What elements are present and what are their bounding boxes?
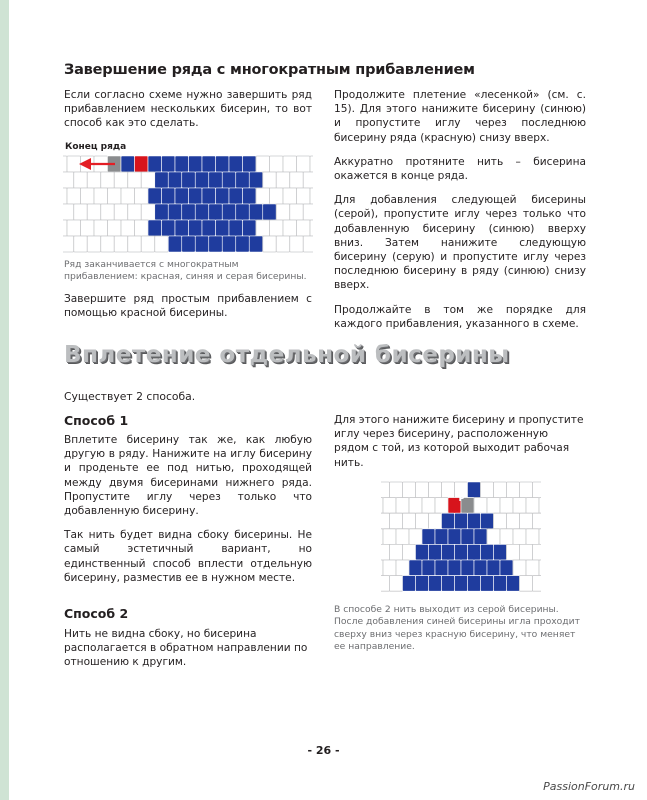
bead — [87, 236, 101, 252]
bead — [216, 220, 230, 236]
bead — [141, 172, 155, 188]
bead — [216, 188, 230, 204]
bead — [310, 156, 313, 172]
bead — [290, 172, 304, 188]
bead — [416, 576, 429, 592]
bead — [416, 513, 429, 529]
bead — [121, 220, 135, 236]
bead — [455, 576, 468, 592]
bead — [195, 172, 209, 188]
bead — [513, 560, 526, 576]
bead — [461, 529, 474, 545]
bead — [500, 498, 513, 514]
bead — [481, 576, 494, 592]
figure-caption-row-ending: Ряд заканчивается с многократным прибавлением: красная, синяя и серая бисерины. — [64, 259, 307, 283]
bead — [390, 482, 403, 498]
bead — [229, 220, 243, 236]
bead — [283, 220, 297, 236]
bead — [276, 236, 290, 252]
bead — [422, 529, 435, 545]
bead — [74, 204, 88, 220]
bead — [256, 156, 270, 172]
bead — [155, 172, 169, 188]
bead — [487, 560, 500, 576]
bead — [108, 220, 122, 236]
bead — [442, 482, 455, 498]
bead — [283, 156, 297, 172]
bead — [168, 172, 182, 188]
bead — [429, 513, 442, 529]
method-2-heading: Способ 2 — [64, 606, 129, 621]
bead — [481, 513, 494, 529]
bead — [94, 220, 108, 236]
bead — [195, 204, 209, 220]
bead — [87, 172, 101, 188]
bead — [162, 220, 176, 236]
bead — [468, 513, 481, 529]
bead — [229, 156, 243, 172]
bead — [263, 204, 277, 220]
bead — [442, 513, 455, 529]
bead — [403, 544, 416, 560]
right-paragraph-2: Аккуратно протяните нить – бисерина окажется в конце ряда. — [334, 155, 586, 183]
bead — [63, 156, 67, 172]
bead — [468, 544, 481, 560]
bead — [494, 513, 507, 529]
bead — [101, 204, 115, 220]
bead — [135, 220, 149, 236]
bead — [487, 498, 500, 514]
bead — [409, 529, 422, 545]
bead — [229, 188, 243, 204]
bead — [148, 188, 162, 204]
bead — [141, 236, 155, 252]
bead — [202, 220, 216, 236]
bead — [67, 156, 81, 172]
left-column-top — [64, 88, 312, 141]
bead — [243, 188, 257, 204]
right-paragraph-1: Продолжите плетение «лесенкой» (см. с. 15). Для этого нанижите бисерину (синюю) и пропустите иглу через последнюю бисерину ряда (красную) снизу вверх. — [334, 89, 586, 144]
bead — [474, 498, 487, 514]
bead — [243, 156, 257, 172]
method-2-right-paragraph: Для этого нанижите бисерину и пропустите иглу через бисерину, расположенную рядом с той, из которой выходит рабочая нить. — [334, 414, 584, 469]
bead — [162, 156, 176, 172]
bead — [297, 188, 311, 204]
bead — [429, 482, 442, 498]
bead — [381, 544, 390, 560]
bead — [182, 236, 196, 252]
bead — [202, 188, 216, 204]
right-column-method — [334, 413, 586, 480]
bead — [270, 156, 284, 172]
bead — [121, 156, 135, 172]
bead — [409, 560, 422, 576]
bead — [148, 156, 162, 172]
bead — [396, 529, 409, 545]
bead — [494, 576, 507, 592]
bead — [526, 560, 539, 576]
bead — [74, 236, 88, 252]
bead — [128, 172, 142, 188]
bead — [270, 188, 284, 204]
bead — [94, 188, 108, 204]
bead — [507, 482, 520, 498]
page-number: - 26 - — [307, 744, 340, 757]
intro-paragraph: Если согласно схеме нужно завершить ряд прибавлением нескольких бисерин, то вот способ как это сделать. — [64, 89, 312, 130]
bead — [455, 513, 468, 529]
bead — [507, 513, 520, 529]
bead — [448, 560, 461, 576]
bead — [303, 236, 313, 252]
bead — [182, 204, 196, 220]
bead — [63, 204, 74, 220]
bead — [403, 513, 416, 529]
bead — [390, 513, 403, 529]
bead — [202, 156, 216, 172]
bead — [81, 220, 95, 236]
bead — [236, 236, 250, 252]
bead — [422, 560, 435, 576]
bead — [448, 529, 461, 545]
bead — [175, 220, 189, 236]
method-1-paragraph-2: Так нить будет видна сбоку бисерины. Не самый эстетичный вариант, но единственный способ вплести отдельную бисерину, разместив ее в нужном месте. — [64, 529, 312, 584]
bead — [461, 560, 474, 576]
bead — [429, 544, 442, 560]
bead — [189, 188, 203, 204]
bead — [435, 498, 448, 514]
bead — [422, 498, 435, 514]
figure-label-row-end: Конец ряда — [65, 142, 127, 152]
bead — [283, 188, 297, 204]
bead-diagram-pyramid — [381, 474, 541, 592]
bead — [195, 236, 209, 252]
bead — [189, 156, 203, 172]
right-paragraph-3: Для добавления следующей бисерины (серой), пропустите иглу через только что добавленную бисерину (синюю) вверху вниз. Затем нанижите следующую бисерину (серую) и пропустите иглу через последнюю бисерину в ряду (синюю) снизу вверх. — [334, 194, 586, 292]
bead — [63, 220, 67, 236]
bead — [507, 544, 520, 560]
bead — [383, 498, 396, 514]
bead — [209, 204, 223, 220]
bead — [155, 236, 169, 252]
bead — [216, 156, 230, 172]
bead — [468, 482, 481, 498]
bead — [256, 188, 270, 204]
bead — [263, 172, 277, 188]
bead — [396, 560, 409, 576]
bead — [409, 498, 422, 514]
bead — [236, 172, 250, 188]
bead — [81, 188, 95, 204]
bead — [243, 220, 257, 236]
methods-intro: Существует 2 способа. — [64, 390, 196, 403]
bead — [539, 498, 541, 514]
bead — [520, 544, 533, 560]
bead — [403, 482, 416, 498]
right-column-top — [334, 88, 586, 341]
bead — [148, 220, 162, 236]
bead — [297, 156, 311, 172]
bead — [63, 172, 74, 188]
bead — [526, 498, 539, 514]
bead — [270, 220, 284, 236]
bead — [403, 576, 416, 592]
bead — [222, 236, 236, 252]
bead — [310, 220, 313, 236]
bead — [390, 544, 403, 560]
bead — [249, 172, 263, 188]
method-1-paragraph-1: Вплетите бисерину так же, как любую другую в ряду. Нанижите на иглу бисерину и проденьте ее под нитью, проходящей между двумя бисеринами нижнего ряда. Пропустите иглу через только что добавленную бисерину. — [64, 434, 312, 518]
bead — [381, 482, 390, 498]
section-heading-row-ending: Завершение ряда с многократным прибавлением — [64, 62, 475, 78]
bead — [435, 529, 448, 545]
bead — [381, 513, 390, 529]
bead — [474, 529, 487, 545]
bead — [155, 204, 169, 220]
red-bead-paragraph: Завершите ряд простым прибавлением с помощью красной бисерины. — [64, 293, 312, 320]
bead — [416, 544, 429, 560]
method-1-heading: Способ 1 — [64, 413, 129, 428]
right-paragraph-4: Продолжайте в том же порядке для каждого прибавления, указанного в схеме. — [334, 303, 586, 330]
bead — [175, 188, 189, 204]
bead — [175, 156, 189, 172]
bead — [236, 204, 250, 220]
left-column-bottom — [64, 292, 312, 330]
bead — [249, 236, 263, 252]
bead — [209, 172, 223, 188]
bead — [168, 236, 182, 252]
bead — [276, 172, 290, 188]
bead — [539, 560, 541, 576]
bead — [429, 576, 442, 592]
bead — [513, 498, 526, 514]
bead — [209, 236, 223, 252]
bead — [396, 498, 409, 514]
bead — [507, 576, 520, 592]
bead — [67, 220, 81, 236]
bead — [121, 188, 135, 204]
bead — [135, 156, 149, 172]
bead — [290, 204, 304, 220]
bead — [390, 576, 403, 592]
bead — [87, 204, 101, 220]
bead — [182, 172, 196, 188]
bead — [481, 482, 494, 498]
bead — [303, 172, 313, 188]
bead — [487, 529, 500, 545]
bead — [381, 576, 390, 592]
bead — [108, 188, 122, 204]
bead — [303, 204, 313, 220]
bead — [533, 482, 542, 498]
bead — [416, 482, 429, 498]
bead — [263, 236, 277, 252]
bead-diagram-row-ending — [63, 138, 313, 260]
figure-label-p: P — [458, 494, 465, 503]
bead — [310, 188, 313, 204]
bead — [539, 529, 541, 545]
bead — [128, 204, 142, 220]
bead — [168, 204, 182, 220]
bead — [520, 513, 533, 529]
bead — [141, 204, 155, 220]
bead — [494, 544, 507, 560]
bead — [222, 172, 236, 188]
bead — [256, 220, 270, 236]
bead — [474, 560, 487, 576]
bead — [435, 560, 448, 576]
section-title-single-bead: Вплетение отдельной бисерины — [64, 342, 510, 368]
bead — [500, 529, 513, 545]
bead — [500, 560, 513, 576]
bead — [67, 188, 81, 204]
bead — [297, 220, 311, 236]
method-2-text — [64, 627, 312, 680]
bead — [222, 204, 236, 220]
method-1-text — [64, 433, 312, 595]
bead — [455, 544, 468, 560]
bead — [494, 482, 507, 498]
bead — [533, 576, 542, 592]
bead — [249, 204, 263, 220]
bead — [114, 236, 128, 252]
bead — [128, 236, 142, 252]
bead — [63, 188, 67, 204]
bead — [533, 513, 542, 529]
bead — [101, 236, 115, 252]
bead — [442, 576, 455, 592]
bead — [63, 236, 74, 252]
bead — [101, 172, 115, 188]
bead — [468, 576, 481, 592]
bead — [276, 204, 290, 220]
bead — [533, 544, 542, 560]
figure-caption-pyramid: В способе 2 нить выходит из серой бисерины. После добавления синей бисерины игла проходит сверху вниз через красную бисерину, что меняет ее направление. — [334, 604, 580, 653]
watermark: PassionForum.ru — [543, 780, 635, 793]
bead — [513, 529, 526, 545]
bead — [481, 544, 494, 560]
bead — [383, 560, 396, 576]
bead — [383, 529, 396, 545]
bead — [162, 188, 176, 204]
bead — [114, 204, 128, 220]
bead — [189, 220, 203, 236]
bead — [74, 172, 88, 188]
bead — [520, 576, 533, 592]
bead — [290, 236, 304, 252]
bead — [442, 544, 455, 560]
bead — [135, 188, 149, 204]
bead — [520, 482, 533, 498]
bead — [114, 172, 128, 188]
method-2-paragraph: Нить не видна сбоку, но бисерина располагается в обратном направлении по отношению к другим. — [64, 628, 308, 669]
bead — [526, 529, 539, 545]
